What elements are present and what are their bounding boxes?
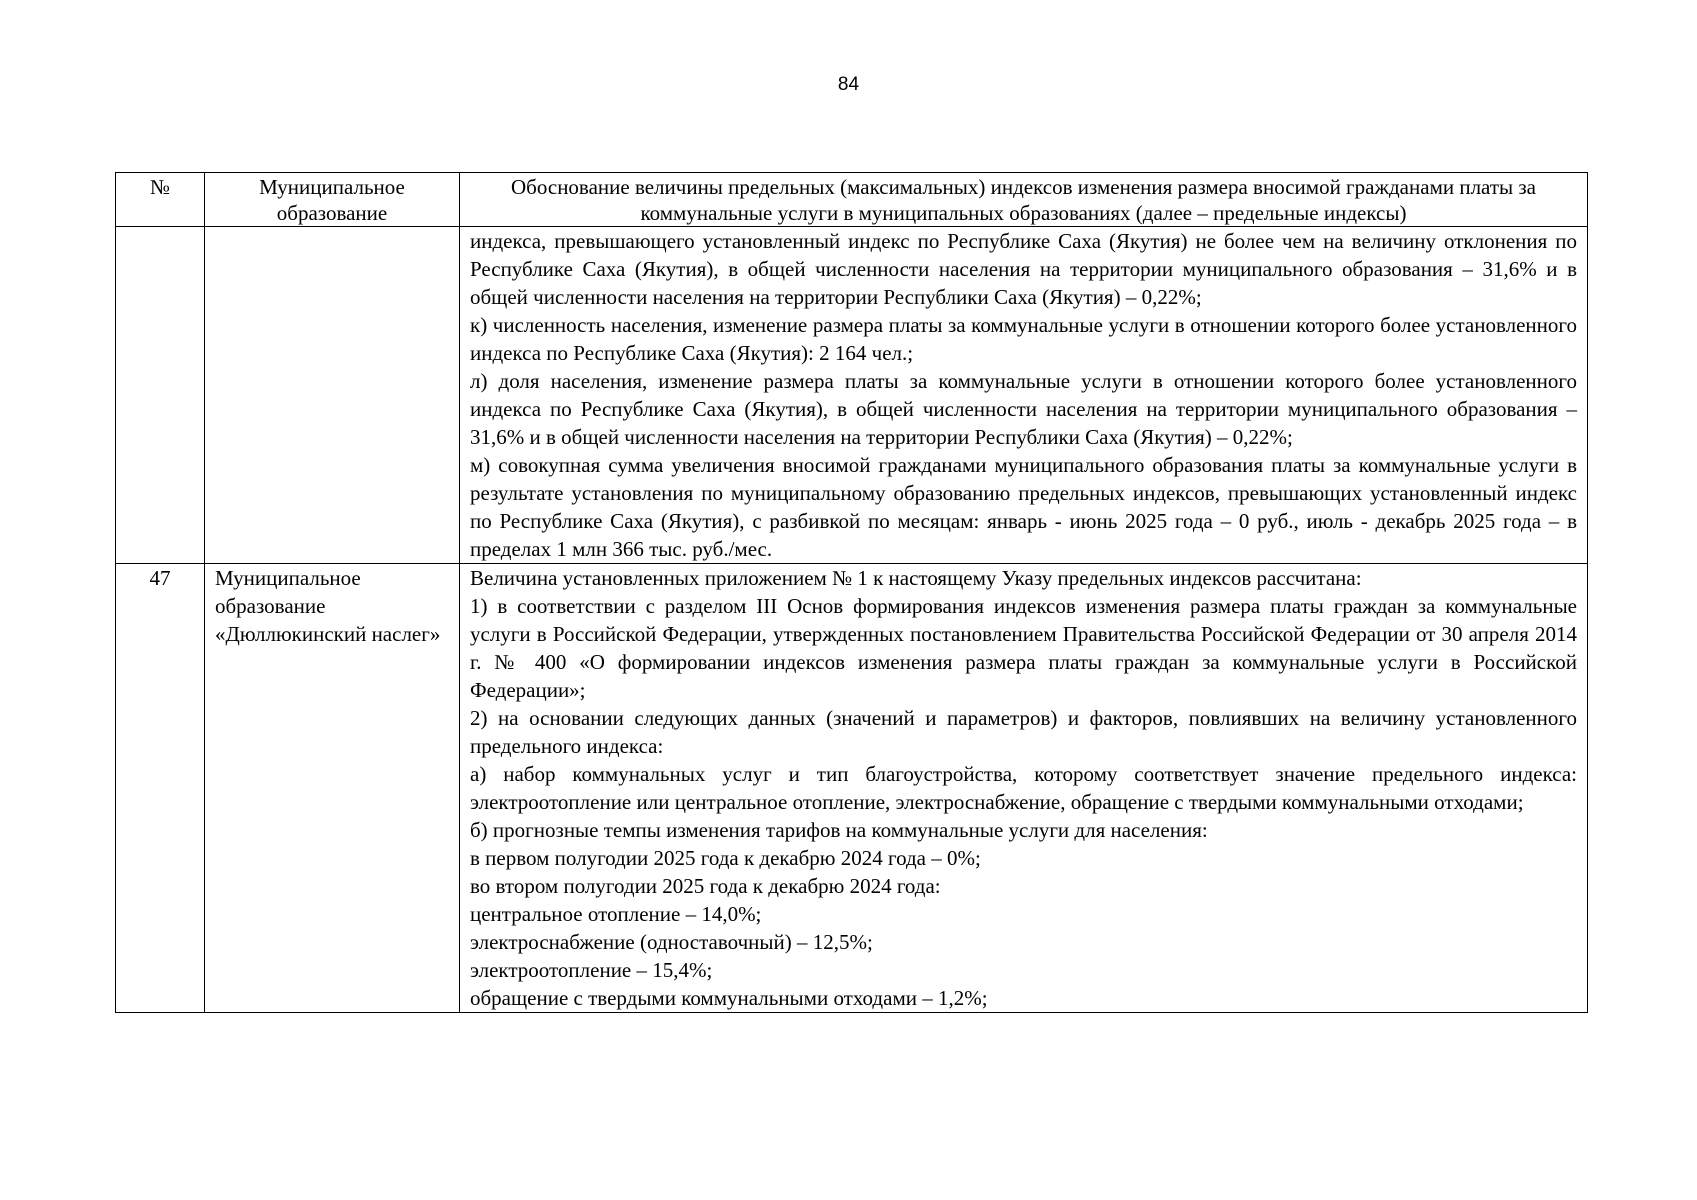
paragraph: индекса, превышающего установленный индекс по Республике Саха (Якутия) не более чем на величину отклонения по Республике Саха (Якутия), в общей численности населения на территории муниципального образования – 31,6% и в общей численности населения на территории Республики Саха (Якутия) – 0,22%; bbox=[470, 229, 1577, 309]
paragraph: обращение с твердыми коммунальными отходами – 1,2%; bbox=[470, 986, 988, 1010]
paragraph: б) прогнозные темпы изменения тарифов на коммунальные услуги для населения: bbox=[470, 818, 1208, 842]
paragraph: 2) на основании следующих данных (значений и параметров) и факторов, повлиявших на величину установленного предельного индекса: bbox=[470, 706, 1577, 758]
paragraph: л) доля населения, изменение размера платы за коммунальные услуги в отношении которого более установленного индекса по Республике Саха (Якутия), в общей численности населения на территории муниципального образования – 31,6% и в общей численности населения на территории Республики Саха (Якутия) – 0,22%; bbox=[470, 369, 1577, 449]
paragraph: центральное отопление – 14,0%; bbox=[470, 902, 762, 926]
paragraph: во втором полугодии 2025 года к декабрю 2024 года: bbox=[470, 874, 941, 898]
row-municipality bbox=[205, 227, 460, 564]
paragraph: электроотопление – 15,4%; bbox=[470, 958, 713, 982]
paragraph: электроснабжение (одноставочный) – 12,5%; bbox=[470, 930, 873, 954]
row-justification bbox=[460, 564, 1588, 1013]
row-municipality: Муниципальное образование «Дюллюкинский наслег» bbox=[205, 564, 460, 1013]
paragraph: в первом полугодии 2025 года к декабрю 2024 года – 0%; bbox=[470, 846, 981, 870]
paragraph: м) совокупная сумма увеличения вносимой гражданами муниципального образования платы за коммунальные услуги в результате установления по муниципальному образованию предельных индексов, превышающих установленный индекс по Республике Саха (Якутия), с разбивкой по месяцам: январь - июнь 2025 года – 0 руб., июль - декабрь 2025 года – в пределах 1 млн 366 тыс. руб./мес. bbox=[470, 453, 1577, 561]
paragraph: к) численность населения, изменение размера платы за коммунальные услуги в отношении которого более установленного индекса по Республике Саха (Якутия): 2 164 чел.; bbox=[470, 313, 1577, 365]
table-header-row bbox=[116, 173, 1588, 227]
paragraph: 1) в соответствии с разделом III Основ формирования индексов изменения размера платы граждан за коммунальные услуги в Российской Федерации, утвержденных постановлением Правительства Российской Федерации от 30 апреля 2014 г. № 400 «О формировании индексов изменения размера платы граждан за коммунальные услуги в Российской Федерации»; bbox=[470, 594, 1577, 702]
row-number bbox=[116, 227, 205, 564]
paragraph: а) набор коммунальных услуг и тип благоустройства, которому соответствует значение предельного индекса: электроотопление или центральное отопление, электроснабжение, обращение с твердыми коммунальными отходами; bbox=[470, 762, 1577, 814]
paragraph: Величина установленных приложением № 1 к настоящему Указу предельных индексов рассчитана: bbox=[470, 566, 1362, 590]
header-justification: Обоснование величины предельных (максимальных) индексов изменения размера вносимой гражданами платы за коммунальные услуги в муниципальных образованиях (далее – предельные индексы) bbox=[460, 173, 1588, 227]
row-justification bbox=[460, 227, 1588, 564]
table-row bbox=[116, 564, 1588, 1013]
indices-table bbox=[115, 172, 1588, 1013]
table-row bbox=[116, 227, 1588, 564]
page-number: 84 bbox=[837, 74, 860, 95]
header-number: № bbox=[116, 173, 205, 227]
row-number: 47 bbox=[116, 564, 205, 1013]
header-municipality: Муниципальное образование bbox=[205, 173, 460, 227]
